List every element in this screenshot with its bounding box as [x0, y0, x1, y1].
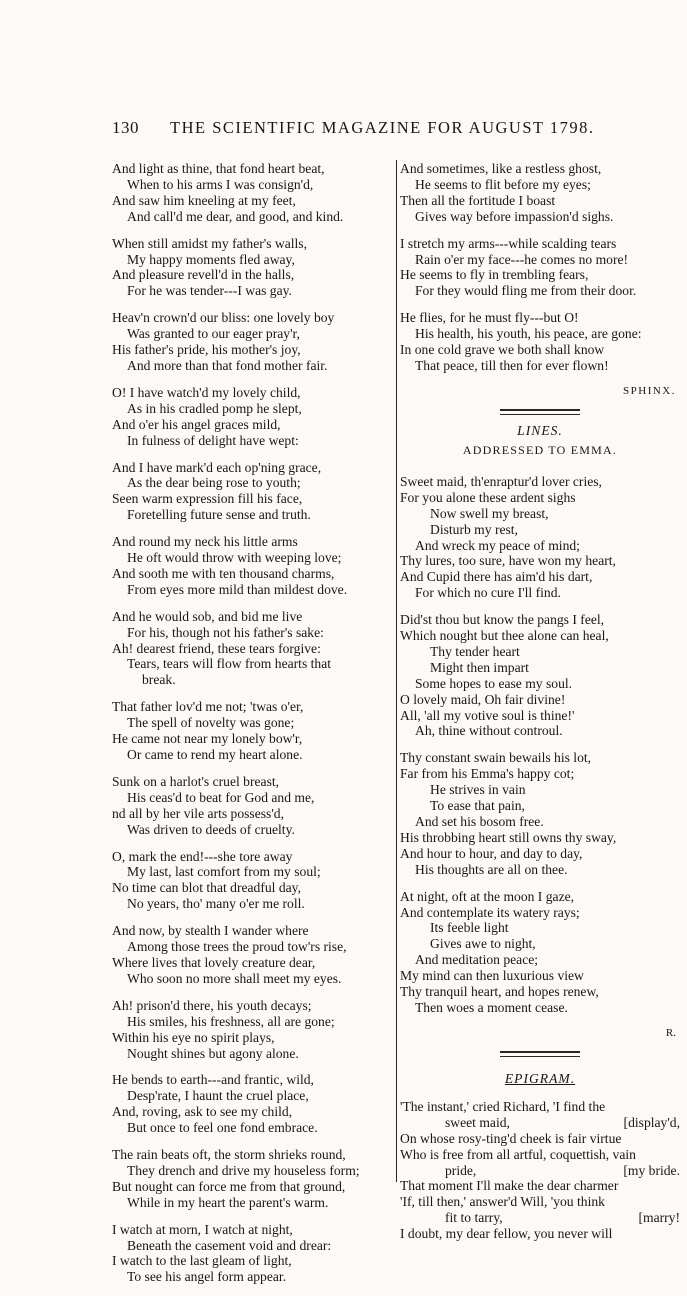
signature-r: R.: [665, 1026, 676, 1039]
verse-line: Foretelling future sense and truth.: [127, 507, 311, 523]
verse-line: As the dear being rose to youth;: [127, 475, 301, 491]
running-head: THE SCIENTIFIC MAGAZINE FOR AUGUST 1798.: [170, 118, 595, 137]
verse-line: 'If, till then,' answer'd Will, 'you think: [400, 1194, 605, 1210]
verse-line: And contemplate its watery rays;: [400, 904, 580, 920]
stanza: [112, 1222, 395, 1286]
verse-line: Did'st thou but know the pangs I feel,: [400, 612, 605, 628]
verse-line: Gives awe to night,: [430, 936, 536, 952]
stanza: [112, 161, 395, 225]
verse-line: His throbbing heart still owns thy sway,: [400, 829, 617, 845]
verse-line: And he would sob, and bid me live: [112, 608, 303, 624]
verse-line: While in my heart the parent's warm.: [127, 1194, 329, 1210]
stanza: [112, 774, 395, 838]
verse-line: On whose rosy-ting'd cheek is fair virtue: [400, 1130, 622, 1146]
verse-line: But nought can force me from that ground,: [112, 1178, 346, 1194]
verse-line: From eyes more mild than mildest dove.: [127, 581, 348, 597]
verse-line: And pleasure revell'd in the halls,: [112, 267, 295, 283]
verse-line: And set his bosom free.: [415, 814, 544, 829]
stanza: [112, 923, 395, 987]
verse-line: Ah! dearest friend, these tears forgive:: [112, 640, 321, 656]
page-number: 130: [112, 118, 139, 137]
verse-line: My happy moments fled away,: [127, 251, 295, 267]
verse-line: I watch to the last gleam of light,: [112, 1253, 292, 1269]
verse-line: Who soon no more shall meet my eyes.: [127, 970, 342, 986]
verse-line: Heav'n crown'd our bliss: one lovely boy: [112, 310, 335, 326]
verse-line: His ceas'd to beat for God and me,: [127, 789, 315, 805]
verse-line: That peace, till then for ever flown!: [415, 357, 609, 373]
verse-line: He bends to earth---and frantic, wild,: [112, 1072, 314, 1088]
verse-line: At night, oft at the moon I gaze,: [400, 888, 575, 904]
verse-line: Far from his Emma's happy cot;: [400, 766, 575, 782]
verse-line: And meditation peace;: [415, 952, 539, 968]
verse-line: O lovely maid, Oh fair divine!: [400, 691, 566, 707]
stanza: [112, 460, 395, 524]
verse-line: For his, though not his father's sake:: [127, 624, 324, 640]
verse-line: For they would fling me from their door.: [415, 283, 637, 299]
verse-line: But once to feel one fond embrace.: [127, 1120, 318, 1136]
verse-line: He oft would throw with weeping love;: [127, 550, 342, 566]
verse-line: They drench and drive my houseless form;: [127, 1162, 360, 1178]
verse-line: And sooth me with ten thousand charms,: [112, 565, 335, 581]
epigram-poem: [400, 1099, 680, 1242]
verse-line: The spell of novelty was gone;: [127, 715, 295, 731]
verse-line: For which no cure I'll find.: [415, 585, 561, 601]
verse-line: Sunk on a harlot's cruel breast,: [112, 773, 280, 789]
verse-line: O, mark the end!---she tore away: [112, 848, 293, 864]
verse-line: Disturb my rest,: [430, 521, 518, 537]
verse-line: Nought shines but agony alone.: [127, 1045, 299, 1061]
verse-line: [400, 1210, 680, 1226]
verse-line: Was granted to our eager pray'r,: [127, 326, 300, 342]
verse-line: His father's pride, his mother's joy,: [112, 342, 301, 358]
verse-line: In one cold grave we both shall know: [400, 342, 605, 358]
stanza: [112, 699, 395, 763]
verse-line: When to his arms I was consign'd,: [127, 176, 314, 192]
verse-line: No time can blot that dreadful day,: [112, 880, 301, 896]
stanza: [400, 310, 680, 374]
verse-text: pride,: [445, 1162, 477, 1178]
verse-line: Among those trees the proud tow'rs rise,: [127, 939, 347, 955]
verse-line: And now, by stealth I wander where: [112, 923, 309, 939]
verse-line: Its feeble light: [430, 920, 509, 936]
verse-line: When still amidst my father's walls,: [112, 235, 307, 251]
right-column: [400, 161, 680, 1242]
stanza: [112, 849, 395, 913]
verse-line: That moment I'll make the dear charmer: [400, 1178, 619, 1194]
stanza: [400, 889, 680, 1016]
verse-line: Or came to rend my heart alone.: [127, 747, 303, 762]
verse-line: Then all the fortitude I boast: [400, 192, 556, 208]
verse-line: And Cupid there has aim'd his dart,: [400, 569, 593, 585]
section-rule-thin: [500, 414, 580, 415]
verse-line: And hour to hour, and day to day,: [400, 845, 583, 861]
section-rule: [500, 409, 580, 411]
verse-line: Gives way before impassion'd sighs.: [415, 208, 614, 224]
verse-line: As in his cradled pomp he slept,: [127, 400, 302, 416]
stanza: [400, 750, 680, 877]
verse-line: He seems to flit before my eyes;: [415, 176, 591, 192]
verse-line: Ah! prison'd there, his youth decays;: [112, 997, 312, 1013]
column-rule: [396, 160, 397, 1182]
verse-line: He strives in vain: [430, 782, 526, 798]
verse-line: break.: [142, 672, 176, 688]
verse-overflow: [display'd,: [623, 1114, 680, 1130]
verse-line: Rain o'er my face---he comes no more!: [415, 251, 629, 267]
verse-line: I doubt, my dear fellow, you never will: [400, 1226, 613, 1242]
verse-line: And I have mark'd each op'ning grace,: [112, 459, 322, 475]
verse-line: And wreck my peace of mind;: [415, 537, 580, 553]
verse-line: His health, his youth, his peace, are gone:: [415, 326, 642, 342]
poem-continuation: [400, 161, 680, 374]
verse-line: And more than that fond mother fair.: [127, 357, 328, 373]
verse-line: And o'er his angel graces mild,: [112, 416, 281, 432]
signature-sphinx: SPHINX.: [623, 384, 676, 397]
verse-line: Then woes a moment cease.: [415, 999, 568, 1015]
lines-subtitle: ADDRESSED TO EMMA.: [462, 442, 618, 457]
stanza: [112, 236, 395, 300]
verse-line: Thy constant swain bewails his lot,: [400, 750, 592, 766]
lines-title: LINES.: [517, 422, 563, 438]
stanza: [112, 1147, 395, 1211]
stanza: [400, 612, 680, 739]
verse-overflow: [marry!: [638, 1210, 680, 1226]
verse-text: sweet maid,: [445, 1114, 510, 1130]
stanza: [112, 534, 395, 598]
verse-text: fit to tarry,: [445, 1210, 503, 1226]
verse-line: The rain beats oft, the storm shrieks round,: [112, 1147, 346, 1163]
section-rule-thin: [500, 1056, 580, 1057]
verse-line: nd all by her vile arts possess'd,: [112, 805, 284, 821]
verse-line: Sweet maid, th'enraptur'd lover cries,: [400, 473, 602, 489]
verse-line: For you alone these ardent sighs: [400, 489, 576, 505]
verse-line: No years, tho' many o'er me roll.: [127, 896, 305, 912]
verse-line: Now swell my breast,: [430, 505, 549, 521]
verse-line: Which nought but thee alone can heal,: [400, 628, 609, 644]
verse-line: To ease that pain,: [430, 798, 525, 814]
verse-line: His thoughts are all on thee.: [415, 861, 568, 877]
verse-line: And call'd me dear, and good, and kind.: [127, 208, 344, 224]
stanza: [400, 474, 680, 601]
verse-line: Thy tender heart: [430, 643, 520, 659]
verse-line: All, 'all my votive soul is thine!': [400, 707, 575, 723]
page-header: [112, 118, 682, 142]
stanza: [400, 161, 680, 225]
verse-line: O! I have watch'd my lovely child,: [112, 384, 301, 400]
verse-line: Desp'rate, I haunt the cruel place,: [127, 1088, 309, 1104]
verse-line: And sometimes, like a restless ghost,: [400, 161, 602, 176]
stanza: [112, 1072, 395, 1136]
verse-line: He flies, for he must fly---but O!: [400, 310, 579, 326]
stanza: [112, 998, 395, 1062]
verse-line: Who is free from all artful, coquettish, vain: [400, 1146, 636, 1162]
verse-line: My last, last comfort from my soul;: [127, 864, 321, 880]
verse-line: 'The instant,' cried Richard, 'I find the: [400, 1098, 606, 1114]
verse-line: Ah, thine without controul.: [415, 723, 563, 739]
verse-line: He seems to fly in trembling fears,: [400, 267, 589, 283]
verse-line: [400, 1115, 680, 1131]
verse-line: And saw him kneeling at my feet,: [112, 192, 296, 208]
stanza: [112, 310, 395, 374]
verse-line: I watch at morn, I watch at night,: [112, 1221, 293, 1237]
section-rule: [500, 1051, 580, 1053]
verse-line: And, roving, ask to see my child,: [112, 1104, 293, 1120]
stanza: [112, 609, 395, 689]
verse-line: Thy lures, too sure, have won my heart,: [400, 553, 616, 569]
verse-line: [400, 1163, 680, 1179]
verse-line: For he was tender---I was gay.: [127, 283, 292, 299]
epigram-title: EPIGRAM.: [504, 1070, 576, 1086]
verse-line: That father lov'd me not; 'twas o'er,: [112, 699, 304, 715]
verse-line: In fulness of delight have wept:: [127, 432, 299, 448]
verse-line: And round my neck his little arms: [112, 534, 298, 550]
verse-line: I stretch my arms---while scalding tears: [400, 235, 617, 251]
verse-line: Seen warm expression fill his face,: [112, 491, 303, 507]
verse-line: Tears, tears will flow from hearts that: [127, 656, 332, 672]
verse-line: Beneath the casement void and drear:: [127, 1237, 332, 1253]
verse-line: My mind can then luxurious view: [400, 968, 584, 984]
verse-line: To see his angel form appear.: [127, 1269, 287, 1285]
stanza: [112, 385, 395, 449]
verse-line: And light as thine, that fond heart beat,: [112, 161, 325, 176]
verse-line: Some hopes to ease my soul.: [415, 675, 573, 691]
verse-line: He came not near my lonely bow'r,: [112, 731, 303, 747]
stanza: [400, 236, 680, 300]
verse-line: His smiles, his freshness, all are gone;: [127, 1013, 335, 1029]
verse-line: Might then impart: [430, 659, 529, 675]
lines-poem: [400, 474, 680, 1016]
verse-line: Thy tranquil heart, and hopes renew,: [400, 984, 599, 1000]
verse-line: Within his eye no spirit plays,: [112, 1029, 275, 1045]
verse-line: Where lives that lovely creature dear,: [112, 954, 316, 970]
verse-line: Was driven to deeds of cruelty.: [127, 821, 295, 837]
left-column: [112, 161, 395, 1296]
verse-overflow: [my bride.: [623, 1162, 680, 1178]
